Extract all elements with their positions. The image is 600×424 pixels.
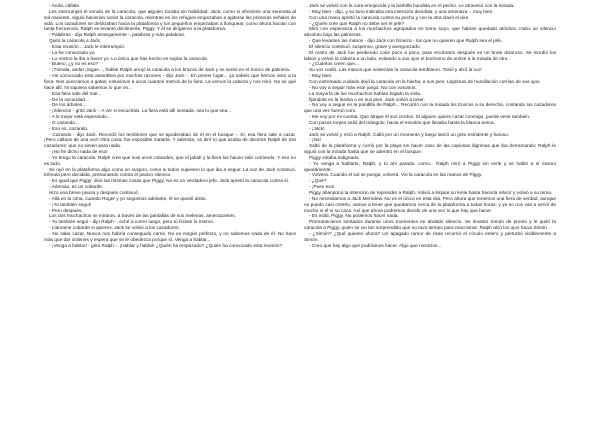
paragraph: - Bueno, ¿y no es eso? <box>49 62 99 68</box>
paragraph: - Yo tengo la caracola. Ralph cree que sois unos cobardes, que el jabalí y la fiera los hacen salir corriendo. Y eso no es todo. <box>44 155 296 167</box>
paragraph: - Lo mismo la iba a hacer yo. Lo único que has hecho es soplar la caracola. <box>49 56 208 62</box>
paragraph: - Creo que hay algo que podríamos hacer. Algo que nosotros... <box>309 243 442 249</box>
paragraph: - Llámame cobarde si quieres. Jack se volvió a los cazadores: <box>49 226 180 232</box>
paragraph: - De la oscuridad... <box>49 97 89 103</box>
paragraph: - ¿Simón? ¿Qué quieres ahora? Un apagado rumor de risas recorrió el círculo entero y perturbó visiblemente a Simón. <box>304 231 556 243</box>
paragraph: Hizo una breve pausa y después continuó: <box>49 191 139 196</box>
paragraph: - ¡No! <box>309 138 321 144</box>
paragraph: - No necesitamos a Jack Merridew. No es el único en esta isla. Pero ahora que tenemos una fiera de verdad, aunque no puedo casi creerlo, vamos a tener que quedarnos cerca de la plataforma a todas horas; y ya no nos van a servir de mucho ni él ni su caza. Así que ahora podremos decidir de una vez lo que hay que hacer. <box>304 196 556 214</box>
paragraph: - No voy a seguir más este juego. No con vosotros. <box>309 85 417 91</box>
paragraph: - Pero después. <box>49 208 83 214</box>
paragraph: - La he convocado yo. <box>49 50 96 56</box>
paragraph: La mayoría de los muchachos habían bajado la vista. <box>309 91 422 97</box>
paragraph: - Yo venga a hablarte, Ralph, y tú ahí parado, como... Ralph miró a Piggy sin verle y se habló a sí mismo quedamente: <box>304 161 556 173</box>
paragraph: - Allá en la cima, cuando Roger y yo seguimos adelante, él se quedó atrás. <box>49 196 207 202</box>
paragraph: - No sabe cazar. Nunca nos habría conseguido carne. No es ningún prefecto, y no sabemos nada de él. No hace más que dar órdenes y espera que se le obedezca porque sí. Venga a hablar... <box>44 231 296 243</box>
paragraph: Saltó de la plataforma y corrió por la playa sin hacer caso de las copiosas lágrimas que iba derramando; Ralph le siguió con la mirada hasta que se adentró en el bosque. <box>304 144 556 156</box>
paragraph: Miró con esperanza a los muchachos agrupados en torno suyo, que habían quedado atónitos. Hubo un silencio absoluto bajo las palmeras. <box>304 27 556 39</box>
paragraph: - Anda, cállate. <box>49 4 81 9</box>
paragraph: Se oyó en la plataforma algo como un suspiro, como si todos supiesen lo que iba a seguir. La voz de Jack continuó, trémula pero decidida, presionando contra el pasivo silencio. <box>44 167 296 179</box>
paragraph: - Eso es, cazando. <box>49 126 89 132</box>
paragraph: - ¡Venga a hablar! - gritó Ralph -. ¡Hablar y hablar! ¿Quién ha empezado? ¿Quién ha convocado esta reunión? <box>49 243 283 249</box>
paragraph: fijándola en la hierba o en sus pies. Jack volvió a toser. <box>309 97 425 103</box>
paragraph: - O cazando... <box>49 120 79 126</box>
paragraph: - ¡Tómala, anda! ¡Sigue..., habla! Ralph arrojó la caracola a los brazos de Jack y se sentó en el tronco de palmera. <box>49 68 291 74</box>
paragraph: Jack se volvió con la cara enrojecida y la barbilla hundida en el pecho. Le atravesó con la mirada. <box>309 4 515 9</box>
paragraph: Jack se volvió y miró a Ralph. Calló por un momento y luego lanzó un grito estridente y furioso: <box>309 132 510 138</box>
paragraph: El rostro de Jack fue perdiendo color poco a poco, para recobrarlo después en un brote doloroso. Se mordió los labios y volvió la cabeza a un lado, evitando a sus ojos el bochorno de unirse a la mirada de otro. <box>304 50 556 62</box>
paragraph: - ¿Quién cree que Ralph no debe ser el jefe? <box>309 21 405 27</box>
paragraph: El silencio continuó, suspenso, grave y avergonzado. <box>309 44 421 50</box>
paragraph: - Esta reunión... Jack le interrumpió. <box>49 44 126 50</box>
paragraph: Les interrumpió el sonido de la caracola, que alguien tocaba sin habilidad. Jack, como si ofreciese una serenata al sol naciente, siguió haciendo sonar la caracola, mientras en los refugios empezaban a agitarse las primeras señales de vida. Los cazadores se deslizaban hacia la plataforma y los pequeños empezaban a lloriquear, como ahora hacían con tanta frecuencia. Ralph se levantó dócilmente, Piggy. Y él se dirigieron a la plataforma. <box>44 9 296 33</box>
paragraph: - Que levanten las manos - dijo Jack con firmeza - los que no quieren que Ralph sea el jefe. <box>309 39 503 45</box>
paragraph: - Muy bien. <box>309 74 333 80</box>
paragraph: - Es igual que Piggy: dice las mismas cosas que Piggy. No es un verdadero jefe. Jack apretó la caracola contra sí. <box>49 179 290 185</box>
paragraph: Con una mano apretó la caracola contra su pecho y con la otra clavó el aire. <box>309 15 470 21</box>
paragraph: - Me voy por mi cuenta. Que atrape él sus cerdos. Si alguien quiere cazar conmigo, puede venir también. <box>309 115 531 121</box>
text-column-left <box>44 4 296 249</box>
paragraph: Permanecieron sentados durante unos momentos en abatido silencio. Se levantó Simón de pronto y le quitó la caracola a Piggy, quien se vio tan sorprendido que no tuvo tiempo para reaccionar. Ralph alzó los ojos hacia Simón. <box>304 220 556 232</box>
paragraph: - A lo mejor está esperando... <box>49 115 111 121</box>
paragraph: - ¡Jack! <box>309 126 325 132</box>
paragraph: - ¿Qué? <box>309 179 327 185</box>
paragraph: Su voz cedió. Las manos que sostenían la caracola temblaron. Tosió y alzó la voz: <box>309 68 483 74</box>
paragraph: - ¿Cuántos creen que... <box>309 62 359 68</box>
paragraph: - Palabras - dijo Ralph amargamente -, palabras y más palabras. <box>49 33 186 39</box>
paragraph: Los dos muchachos se miraron, a través de las pantallas de sus melenas, amenazantes. <box>49 214 236 220</box>
paragraph: Piggy abandonó la intención de reprender a Ralph. Volvió a limpiar su lente hasta hacerla relucir y volvió a su tema. <box>309 191 553 196</box>
paragraph: - Además, es un cobarde. <box>49 185 104 191</box>
paragraph: - ¡Pues eso! <box>309 185 335 191</box>
paragraph: - He convocado esta asamblea por muchas razones - dijo Jack -. En primer lugar... ya sabéis que hemos visto a la fiera. Nos acercamos a gatas; estuvimos a unos cuantos metros de la fiera. La vemos la cabeza y nos miró. No sé qué hace allí. Ni siquiera sabemos lo que es... <box>44 74 296 91</box>
paragraph: - Esa fiera sale del mar... <box>49 91 102 97</box>
paragraph: Con extremado cuidado dejó la caracola en la hierba, a sus pies. Lágrimas de humillación corrían de sus ojos. <box>309 79 541 85</box>
paragraph: - No voy a seguir en la pandilla de Ralph... Recorrió con la mirada los troncos a su derecha, contando los cazadores que una vez fueron coro. <box>304 103 556 115</box>
paragraph: - ¡Silencio! - gritó Jack -. A ver si escucháis. La fiera está allí sentada, sea lo que sea... <box>49 109 232 115</box>
paragraph: - De los árboles... <box>49 103 87 109</box>
paragraph: Piggy estaba indignado. <box>309 155 360 161</box>
paragraph: - Cazando - dijo Jack. Recordó los temblores que se apoderaban de él en el bosque -. Sí, esa fiera sale a cazar. ¡Pero callaos de una vez! Otra cosa: fue imposible matarla. Y además, os diré lo que acaba de decirme Ralph de mis cazadores: que no sirven para nada. <box>44 132 296 150</box>
paragraph: - ¡No he dicho nada de eso! <box>49 150 108 156</box>
paragraph: - Es inútil, Piggy. No podemos hacer nada. <box>309 214 399 220</box>
text-column-right <box>304 4 556 249</box>
paragraph: Quitó la caracola a Jack. <box>49 39 102 45</box>
paragraph: - Volverá. Cuando el sol se ponga, volverá. Vio la caracola en las manos de Piggy. <box>309 173 483 179</box>
paragraph: - Yo también seguí - dijo Ralph -, eché a correr luego, pero tú hiciste lo mismo. <box>49 220 215 226</box>
paragraph: Con pasos torpes salió del triángulo, hacia el escalón que llevaba hasta la blanca arena. <box>309 120 495 126</box>
paragraph: - ¡Yo también seguí! <box>49 202 92 208</box>
paragraph: - Muy bien - dijo, y su tono indicaba una intención decidida, y una amenaza -, muy bien. <box>309 9 494 15</box>
